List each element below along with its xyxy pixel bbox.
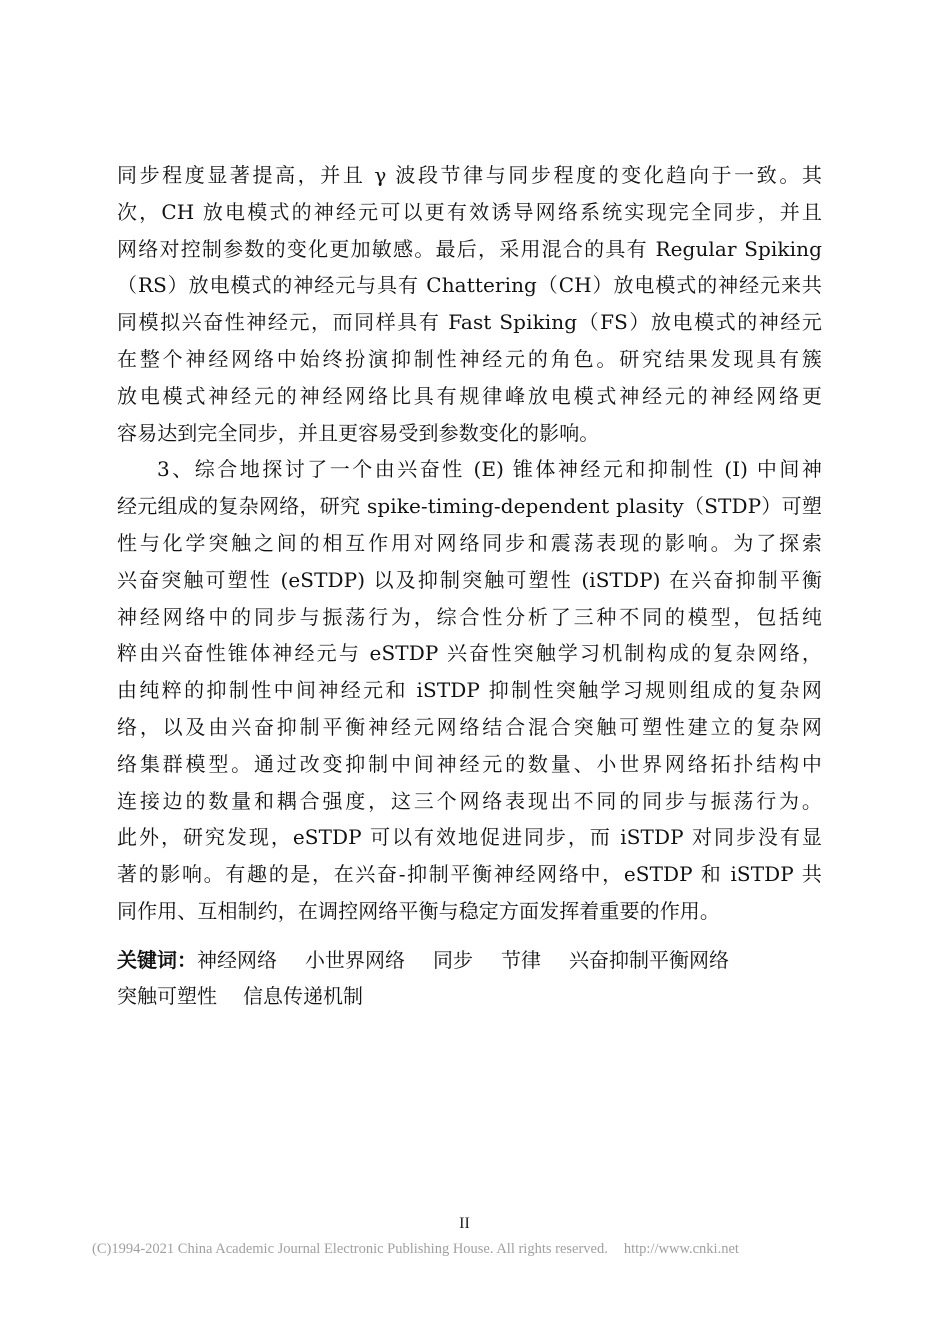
text-line: 同步程度显著提高，并且 γ 波段节律与同步程度的变化趋向于一致。其: [117, 163, 822, 187]
keyword: 同步: [433, 947, 473, 972]
copyright-text: (C)1994-2021 China Academic Journal Electronic Publishing House. All rights reserved.: [92, 1241, 608, 1257]
text-line: 络，以及由兴奋抑制平衡神经元网络结合混合突触可塑性建立的复杂网: [117, 714, 822, 739]
keywords-label: 关键词：: [117, 947, 197, 972]
text-line: 粹由兴奋性锥体神经元与 eSTDP 兴奋性突触学习机制构成的复杂网络，: [117, 641, 822, 666]
keyword: 神经网络: [197, 947, 277, 972]
text-line: 网络对控制参数的变化更加敏感。最后，采用混合的具有 Regular Spiking: [117, 236, 822, 261]
copyright-footer: [92, 1241, 852, 1258]
keyword: 节律: [501, 947, 541, 972]
text-line: （RS）放电模式的神经元与具有 Chattering（CH）放电模式的神经元来共: [117, 273, 822, 298]
text-line: 神经网络中的同步与振荡行为，综合性分析了三种不同的模型，包括纯: [117, 604, 822, 629]
keywords-line-1: [117, 942, 822, 978]
text-line: 由纯粹的抑制性中间神经元和 iSTDP 抑制性突触学习规则组成的复杂网: [117, 678, 822, 703]
keyword: 突触可塑性: [117, 983, 217, 1008]
keyword: 小世界网络: [305, 947, 405, 972]
keyword: 兴奋抑制平衡网络: [569, 947, 729, 972]
text-line: 连接边的数量和耦合强度，这三个网络表现出不同的同步与振荡行为。: [117, 788, 822, 813]
text-line: 著的影响。有趣的是，在兴奋-抑制平衡神经网络中，eSTDP 和 iSTDP 共: [117, 862, 822, 887]
text-line: 经元组成的复杂网络，研究 spike-timing-dependent plasity（STDP）可塑: [117, 494, 822, 519]
text-line: 同作用、互相制约，在调控网络平衡与稳定方面发挥着重要的作用。: [117, 898, 720, 923]
abstract-body: [117, 157, 822, 1014]
text-line: 同模拟兴奋性神经元，而同样具有 Fast Spiking（FS）放电模式的神经元: [117, 310, 822, 335]
keywords: [117, 942, 822, 1014]
keywords-line-2: [117, 978, 822, 1014]
paragraph-2: [117, 451, 822, 929]
text-line: 容易达到完全同步，并且更容易受到参数变化的影响。: [117, 420, 600, 445]
text-line: 次，CH 放电模式的神经元可以更有效诱导网络系统实现完全同步，并且: [117, 199, 822, 224]
text-line: 在整个神经网络中始终扮演抑制性神经元的角色。研究结果发现具有簇: [117, 346, 822, 371]
text-line: 放电模式神经元的神经网络比具有规律峰放电模式神经元的神经网络更: [117, 383, 822, 408]
page-number: II: [459, 1215, 470, 1232]
paragraph-1: [117, 157, 822, 451]
text-line: 3、综合地探讨了一个由兴奋性 (E) 锥体神经元和抑制性 (I) 中间神: [157, 457, 822, 482]
keyword: 信息传递机制: [243, 983, 363, 1008]
text-line: 络集群模型。通过改变抑制中间神经元的数量、小世界网络拓扑结构中: [117, 751, 822, 776]
text-line: 性与化学突触之间的相互作用对网络同步和震荡表现的影响。为了探索: [117, 530, 822, 555]
text-line: 此外，研究发现，eSTDP 可以有效地促进同步，而 iSTDP 对同步没有显: [117, 825, 822, 850]
cnki-url: http://www.cnki.net: [623, 1241, 739, 1257]
text-line: 兴奋突触可塑性 (eSTDP) 以及抑制突触可塑性 (iSTDP) 在兴奋抑制平衡: [117, 567, 822, 592]
